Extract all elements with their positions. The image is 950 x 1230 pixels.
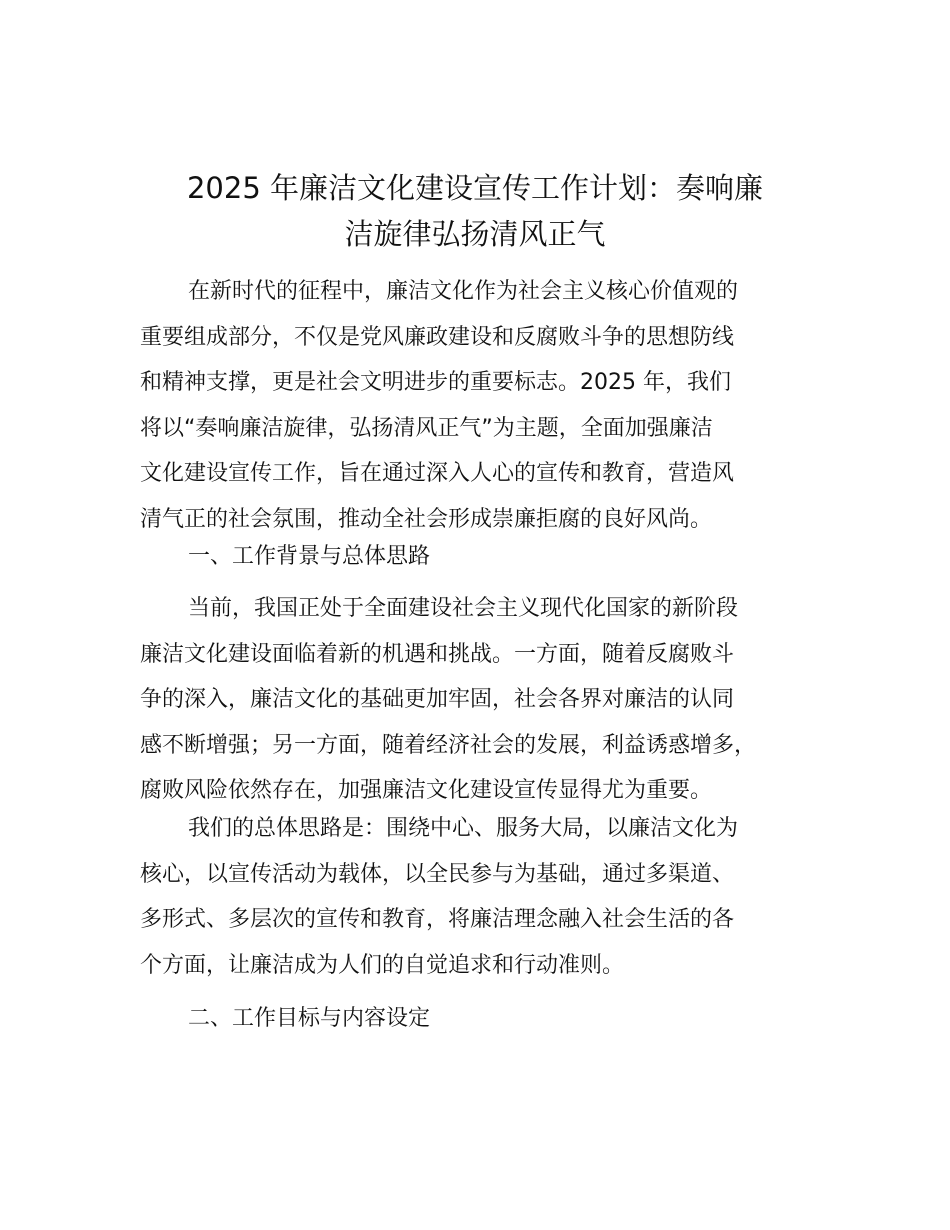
paragraph-line: 和精神支撑，更是社会文明进步的重要标志。2025 年，我们 <box>140 370 731 395</box>
paragraph-line: 重要组成部分，不仅是党风廉政建设和反腐败斗争的思想防线 <box>140 324 735 350</box>
paragraph-line: 当前，我国正处于全面建设社会主义现代化国家的新阶段 <box>188 596 739 621</box>
section-heading-2: 二、工作目标与内容设定 <box>188 1006 431 1031</box>
document-title-line-2: 洁旋律弘扬清风正气 <box>344 217 606 251</box>
paragraph-line: 感不断增强；另一方面，随着经济社会的发展，利益诱惑增多， <box>140 732 757 758</box>
paragraph-approach <box>140 806 820 988</box>
paragraph-line: 将以“奏响廉洁旋律，弘扬清风正气”为主题，全面加强廉洁 <box>140 415 713 441</box>
paragraph-line: 争的深入，廉洁文化的基础更加牢固，社会各界对廉洁的认同 <box>140 687 735 712</box>
paragraph-line: 核心，以宣传活动为载体，以全民参与为基础，通过多渠道、 <box>140 861 735 887</box>
paragraph-line: 多形式、多层次的宣传和教育，将廉洁理念融入社会生活的各 <box>140 907 735 932</box>
paragraph-line: 在新时代的征程中，廉洁文化作为社会主义核心价值观的 <box>188 279 739 304</box>
paragraph-line: 廉洁文化建设面临着新的机遇和挑战。一方面，随着反腐败斗 <box>140 641 735 667</box>
document-title-line-1: 2025 年廉洁文化建设宣传工作计划：奏响廉 <box>186 171 764 205</box>
paragraph-line: 个方面，让廉洁成为人们的自觉追求和行动准则。 <box>140 952 625 978</box>
paragraph-background <box>140 586 820 814</box>
section-heading-1: 一、工作背景与总体思路 <box>188 544 431 569</box>
paragraph-intro <box>140 269 820 542</box>
paragraph-line: 我们的总体思路是：围绕中心、服务大局，以廉洁文化为 <box>188 816 739 841</box>
paragraph-line: 文化建设宣传工作，旨在通过深入人心的宣传和教育，营造风 <box>140 461 735 486</box>
paragraph-line: 清气正的社会氛围，推动全社会形成崇廉拒腐的良好风尚。 <box>140 506 713 532</box>
paragraph-line: 腐败风险依然存在，加强廉洁文化建设宣传显得尤为重要。 <box>140 778 713 803</box>
